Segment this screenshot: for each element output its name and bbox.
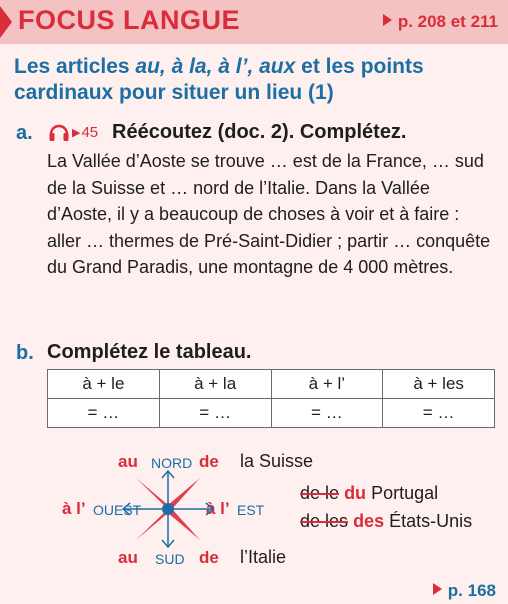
correct-article: des [353, 511, 385, 531]
east-label: EST [237, 502, 265, 518]
south-label: SUD [155, 551, 185, 567]
section-title-articles: au, à la, à l’, aux [135, 55, 296, 78]
exercise-b-instruction: Complétez le tableau. [47, 341, 252, 363]
exercise-a-label: a. [16, 122, 33, 144]
section-title-part3: et les points cardinaux pour situer un lieu (1) [14, 55, 424, 104]
north-place: la Suisse [240, 451, 314, 471]
table-header-cell: à + les [383, 370, 495, 399]
exercise-a-instruction: Réécoutez (doc. 2). Complétez. [112, 121, 407, 143]
audio-track-button[interactable] [48, 122, 98, 142]
header-title: FOCUS LANGUE [18, 5, 240, 35]
section-title-part1: Les articles [14, 55, 136, 78]
table-header-cell: à + l’ [271, 370, 383, 399]
triangle-right-icon [383, 14, 392, 26]
triangle-right-icon [433, 583, 442, 595]
south-place: l’Italie [240, 547, 287, 567]
focus-header [0, 0, 508, 44]
table-row [48, 399, 495, 428]
table-header-cell: à + la [159, 370, 271, 399]
north-prep: au [118, 452, 138, 471]
correct-article: du [344, 483, 367, 503]
exercise-a-text: La Vallée d’Aoste se trouve … est de la France, … sud de la Suisse et … nord de l’Italie. Dans la Vallée d’Aoste, il y a beaucoup de choses à voir et à faire : aller … thermes de Pré-Saint-Didier ; partir … conquête du Grand Paradis, une montagne de 4 000 mètres. [47, 151, 491, 277]
north-label: NORD [151, 455, 193, 471]
footer-page-ref[interactable] [433, 581, 496, 601]
east-prep: à l’ [206, 499, 230, 518]
exercise-b-label: b. [16, 342, 34, 364]
example-place: Portugal [371, 483, 439, 503]
example-des [300, 511, 472, 532]
compass-diagram [0, 444, 508, 574]
example-du [300, 483, 438, 504]
example-place: États-Unis [389, 511, 473, 531]
header-page-ref[interactable] [383, 12, 498, 32]
struck-article: de le [300, 483, 340, 503]
section-title [14, 54, 494, 106]
table-answer-cell[interactable]: = … [159, 399, 271, 428]
audio-track-number: 45 [81, 123, 99, 141]
west-label: OUEST [93, 502, 142, 518]
north-de: de [199, 452, 219, 471]
struck-article: de les [300, 511, 349, 531]
south-prep: au [118, 548, 138, 567]
footer-page-ref-label: p. 168 [447, 581, 496, 600]
header-page-ref-label: p. 208 et 211 [397, 12, 498, 31]
table-header-row [48, 370, 495, 399]
table-answer-cell[interactable]: = … [271, 399, 383, 428]
table-answer-cell[interactable]: = … [48, 399, 160, 428]
south-de: de [199, 548, 219, 567]
headphones-icon [48, 122, 70, 142]
compass-rose-icon [118, 468, 218, 550]
table-answer-cell[interactable]: = … [383, 399, 495, 428]
articles-table [47, 369, 495, 428]
table-header-cell: à + le [48, 370, 160, 399]
west-prep: à l’ [62, 499, 86, 518]
play-track-icon: ▶ [72, 126, 81, 139]
chevron-right-icon [0, 6, 12, 38]
